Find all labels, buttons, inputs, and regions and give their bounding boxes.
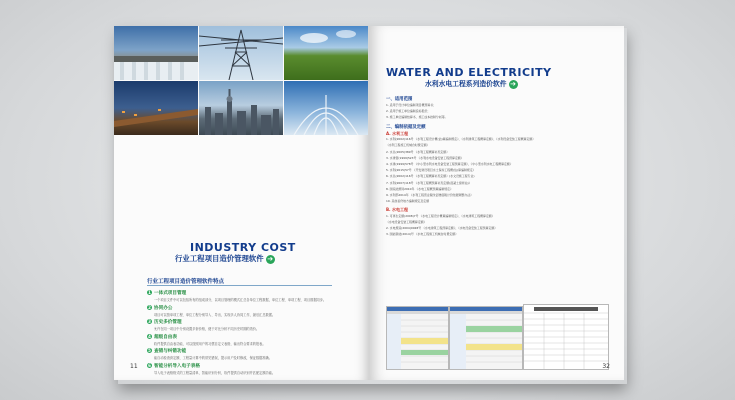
spec-line: 6. 水总(2002)116号 《水利工程概算补充定额》(水文设施工程专业) xyxy=(386,174,475,179)
spec-line: 3. 施工单位编制结算书、施工成本控制分析等。 xyxy=(386,115,448,120)
grassland-photo xyxy=(284,26,368,80)
dam-photo xyxy=(114,26,198,80)
software-screenshot-2 xyxy=(449,306,523,370)
spec-line: 9. 水利部2014年 《水利工程营业税改征增值税计价依据调整办法》 xyxy=(386,192,474,197)
subsection-heading: B. 水电工程 xyxy=(386,207,408,213)
spec-line: 3. 国能新能(2014)号 《水电工程施工机械台时费定额》 xyxy=(386,232,459,237)
arrow-right-icon[interactable]: ➔ xyxy=(267,254,274,263)
feature-title-text: 智能分析导入电子表格 xyxy=(154,363,200,369)
feature-number-badge: 5 xyxy=(148,348,151,353)
right-title-en: WATER AND ELECTRICITY xyxy=(386,66,552,79)
photo-collage xyxy=(114,26,369,135)
feature-description: 一个项目文件中可以包括所有的组成部分，以项目管理的模式汇总各单位工程数据，单位工程、单项工程、项目数据同步。 xyxy=(154,298,327,302)
spec-line: 10. 其他省份地方编制规定及定额 xyxy=(386,199,430,204)
spec-line: 《水电设备安装工程概算定额》 xyxy=(386,220,427,224)
feature-title-text: 查错与纠错功能 xyxy=(154,349,187,354)
spec-line: 5. 水利(2015)57号 《开发建设项目水土保持工程概(估)算编制规定》 xyxy=(386,168,476,173)
section-heading: 二、编制依据及定额 xyxy=(386,124,426,130)
spec-line: 1. 适用于设计单位编制项目概预算书； xyxy=(386,103,436,107)
spec-line: 2. 适用于施工单位编制投标报价； xyxy=(386,109,431,114)
feature-title xyxy=(147,363,200,369)
right-page xyxy=(369,26,624,380)
city-skyline-photo xyxy=(199,81,283,135)
modern-building-photo xyxy=(284,81,368,135)
feature-title xyxy=(147,319,182,325)
feature-number-badge: 6 xyxy=(148,362,151,368)
feature-title-text: 一体式项目管理 xyxy=(154,291,187,296)
arrow-right-icon[interactable]: ➔ xyxy=(510,79,516,88)
software-screenshot-3 xyxy=(523,304,609,370)
left-section-title: 行业工程项目造价管理软件特点 xyxy=(147,279,225,285)
spec-line: 1. 可再生定额(2008)7号 《水电工程设计概算编制规定》、《水电建筑工程概算定额》 xyxy=(386,213,495,218)
feature-number-badge: 1 xyxy=(148,290,151,295)
section-heading: 一、适用范围 xyxy=(386,97,413,102)
industrial-night-photo xyxy=(114,81,198,135)
section-divider xyxy=(147,285,332,286)
feature-description: 能自动检查套定额、工程量计算中的常见错误，提示用户及时修改，保证数据准确。 xyxy=(154,356,272,360)
feature-title xyxy=(147,290,186,296)
spec-line: 4. 水建(1999)578号 《中小型水利水电设备安装工程预算定额》、《中小型水利水电工程概算定额》 xyxy=(386,161,513,166)
right-title-cn: 水利水电工程系列造价软件 ➔ xyxy=(425,79,516,88)
feature-number-badge: 3 xyxy=(148,319,151,324)
left-page xyxy=(114,26,369,380)
spec-line: 7. 水利(2007)118号 《水利工程概预算补充定额(混凝土搅拌站)》 xyxy=(386,180,472,185)
feature-description: 项目可以按单项工程、单位工程分别导入、导出，实现多人协同工作，最后汇总数据。 xyxy=(154,312,276,317)
feature-title-text: 超级自由表 xyxy=(154,334,177,340)
feature-number-badge: 4 xyxy=(148,333,151,339)
software-screenshot-1 xyxy=(386,306,449,370)
spec-line: 8. 国家能源局2010年 《水电工程概预算编制规定》 xyxy=(386,186,453,191)
left-title-en: INDUSTRY COST xyxy=(190,241,296,254)
subsection-heading: A. 水利工程 xyxy=(386,130,409,136)
spec-line: 2. 水电规造(2004)0028号 《水电建筑工程预算定额》、《水电设备安装工程预算定额》 xyxy=(386,226,498,231)
feature-number-badge: 2 xyxy=(148,304,151,310)
spec-line: 3. 水建管(1999)523号 《水利水电设备安装工程预算定额》 xyxy=(386,155,464,160)
feature-description: 允许在同一项目中分别设置多套价格，便于对比分析不同历史时期的造价。 xyxy=(154,327,260,331)
feature-title xyxy=(147,348,186,354)
spec-line: 2. 水总(2005)389号 《水利工程概算补充定额》 xyxy=(386,149,450,154)
page-number: 32 xyxy=(602,363,610,370)
spec-line: 《水利工程施工机械台时费定额》 xyxy=(386,143,430,148)
feature-title-text: 协同办公 xyxy=(154,305,173,311)
page-number: 11 xyxy=(130,363,138,370)
left-title-cn: 行业工程项目造价管理软件 ➔ xyxy=(175,254,274,263)
feature-description: 导入电子表格格式的工程量清单，智能识别分析，软件提供自动识别并匹配定额功能。 xyxy=(154,370,276,375)
power-tower-photo xyxy=(199,26,283,80)
feature-description: 软件提供自由表功能，可以按照用户的习惯自定义表格，输出符合要求的报表。 xyxy=(154,341,266,346)
feature-title-text: 历史多价管理 xyxy=(154,320,182,325)
feature-title xyxy=(147,334,177,340)
spec-line: 1. 水利(2002)116号 《水利工程设计概(估)算编制规定》、《水利建筑工程概算定额》、《水利设备安装工程概算定额》 xyxy=(386,137,536,142)
feature-title xyxy=(147,305,172,311)
